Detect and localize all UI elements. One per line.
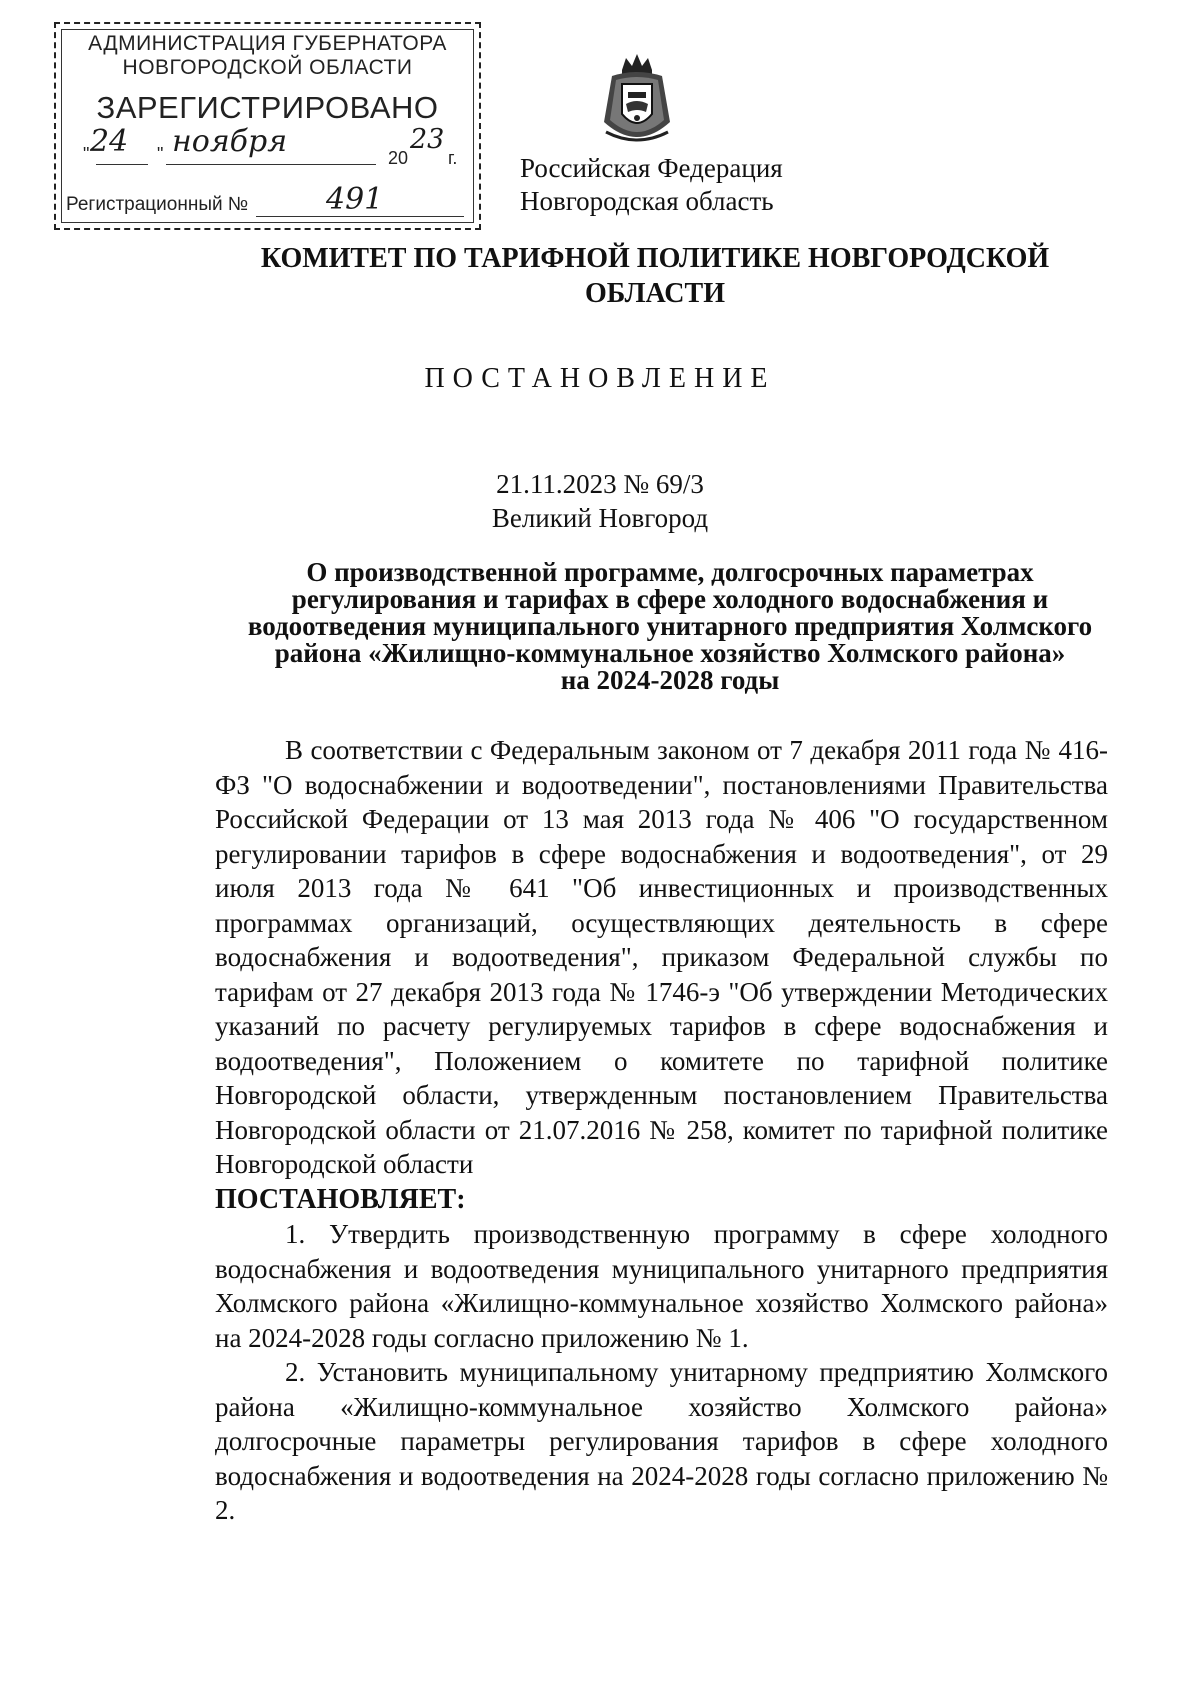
clause-1: 1. Утвердить производственную программу в сфере холодного водоснабжения и водоотведения муниципального унитарного предприятия Холмского района «Жилищно-коммунальное хозяйство Холмского района» на 2024-2028 годы согласно приложению № 1. [215, 1219, 1108, 1353]
registration-stamp: АДМИНИСТРАЦИЯ ГУБЕРНАТОРА НОВГОРОДСКОЙ ОБЛАСТИ ЗАРЕГИСТРИРОВАНО " 24 " ноября 20 23 г. Регистрационный № 491 [54, 22, 481, 230]
country-block [520, 152, 800, 218]
committee-title [255, 241, 1055, 311]
stamp-year-prefix: 20 [388, 148, 409, 168]
date-number-block [0, 467, 1200, 535]
stamp-org-line2: НОВГОРОДСКОЙ ОБЛАСТИ [122, 56, 413, 79]
stamp-year-suffix: г. [448, 148, 458, 168]
stamp-reg-label: Регистрационный № [66, 194, 249, 215]
stamp-day: 24 [90, 124, 129, 159]
country-name: Российская Федерация [520, 153, 783, 183]
subject-line4: района «Жилищно-коммунальное хозяйство Холмского района» [274, 638, 1066, 668]
subject-line3: водоотведения муниципального унитарного предприятия Холмского [247, 611, 1093, 641]
subject-line1: О производственной программе, долгосрочных параметрах [306, 557, 1034, 587]
document-body [215, 733, 1108, 1528]
date-number: 21.11.2023 № 69/3 [496, 469, 704, 499]
city: Великий Новгород [491, 503, 709, 533]
committee-line2: ОБЛАСТИ [585, 278, 725, 309]
stamp-month: ноября [172, 124, 288, 159]
document-subject [220, 559, 1120, 694]
subject-line5: на 2024-2028 годы [560, 665, 780, 695]
stamp-org-line1: АДМИНИСТРАЦИЯ ГУБЕРНАТОРА [88, 32, 447, 55]
stamp-registered: ЗАРЕГИСТРИРОВАНО [96, 90, 439, 125]
clause-2: 2. Установить муниципальному унитарному предприятию Холмского района «Жилищно-коммунальное хозяйство Холмского района» долгосрочные параметры регулирования тарифов в сфере холодного водоснабжения и водоотведения на 2024-2028 годы согласно приложению № 2. [215, 1357, 1108, 1525]
region-name: Новгородская область [520, 186, 774, 216]
decree-heading: ПОСТАНОВЛЯЕТ: [215, 1183, 466, 1215]
preamble-paragraph: В соответствии с Федеральным законом от 7 декабря 2011 года № 416-ФЗ "О водоснабжении и водоотведении", постановлениями Правительства Российской Федерации от 13 мая 2013 года № 406 "О государственном регулировании тарифов в сфере водоснабжения и водоотведения", от 29 июля 2013 года № 641 "Об инвестиционных и производственных программах организаций, осуществляющих деятельность в сфере водоснабжения и водоотведения", приказом Федеральной службы по тарифам от 27 декабря 2013 года № 1746-э "Об утверждении Методических указаний по расчету регулируемых тарифов в сфере водоснабжения и водоотведения", Положением о комитете по тарифной политике Новгородской области, утвержденным постановлением Правительства Новгородской области от 21.07.2016 № 258, комитет по тарифной политике Новгородской области [215, 735, 1108, 1179]
stamp-year: 23 [410, 124, 445, 155]
committee-line1: КОМИТЕТ ПО ТАРИФНОЙ ПОЛИТИКЕ НОВГОРОДСКОЙ [260, 243, 1050, 274]
stamp-reg-number: 491 [326, 182, 384, 217]
subject-line2: регулирования и тарифах в сфере холодного водоснабжения и [291, 584, 1049, 614]
document-type: ПОСТАНОВЛЕНИЕ [424, 363, 776, 394]
coat-of-arms-icon [592, 52, 682, 152]
